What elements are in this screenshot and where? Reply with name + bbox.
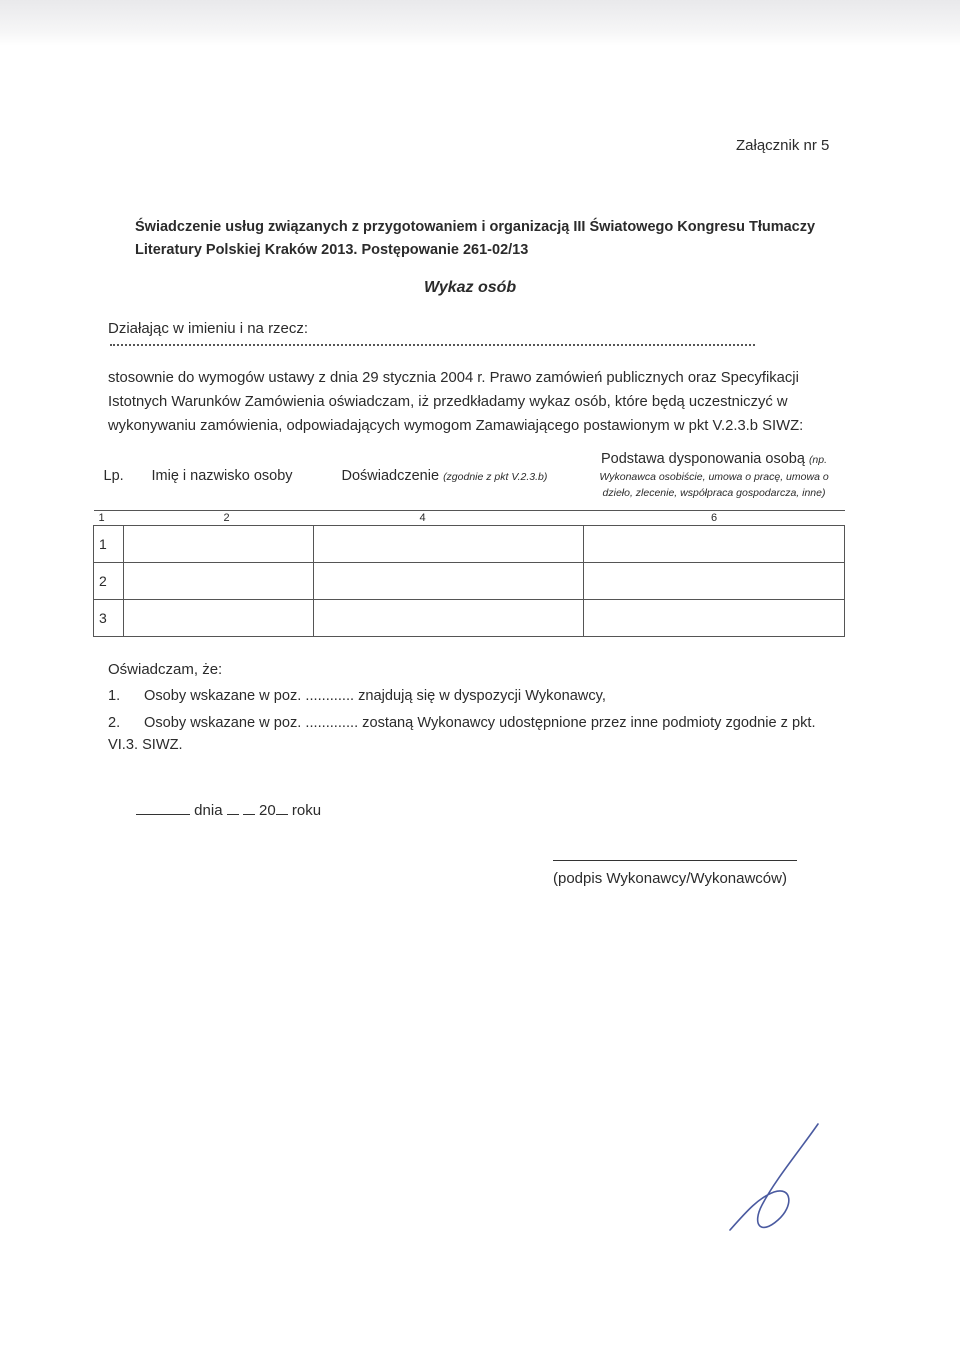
acting-for-label: Działając w imieniu i na rzecz: xyxy=(108,320,309,337)
column-number: 6 xyxy=(584,511,845,526)
date-year-prefix: 20 xyxy=(259,802,276,819)
title-line-1: Świadczenie usług związanych z przygotowaniem i organizacją III Światowego Kongresu Tłumaczy xyxy=(135,219,816,235)
table-row xyxy=(94,563,845,600)
date-roku: roku xyxy=(291,802,322,819)
document-title xyxy=(135,216,815,262)
paragraph-line: stosownie do wymogów ustawy z dnia 29 stycznia 2004 r. Prawo zamówień publicznych oraz Specyfikacji xyxy=(108,370,799,386)
item-text: Osoby wskazane w poz. ............ znajdują się w dyspozycji Wykonawcy, xyxy=(144,688,606,704)
document-subtitle: Wykaz osób xyxy=(424,279,517,296)
column-number: 1 xyxy=(94,511,124,526)
header-basis-note: Wykonawca osobiście, umowa o pracę, umowa o dzieło, zlecenie, współpraca gospodarcza, inne) xyxy=(599,471,829,499)
year-blank[interactable] xyxy=(276,800,288,815)
row-experience-cell[interactable] xyxy=(314,526,584,563)
row-lp: 3 xyxy=(94,600,124,637)
paragraph-line: Istotnych Warunków Zamówienia oświadczam, iż przedkładamy wykaz osób, które będą uczestniczyć w xyxy=(108,394,788,410)
header-experience-label: Doświadczenie xyxy=(341,468,440,484)
signature-label: (podpis Wykonawcy/Wykonawców) xyxy=(553,870,787,887)
place-blank[interactable] xyxy=(136,800,190,815)
statement-paragraph xyxy=(108,366,830,438)
date-line xyxy=(136,800,321,819)
row-basis-cell[interactable] xyxy=(584,600,845,637)
row-basis-cell[interactable] xyxy=(584,526,845,563)
annex-label: Załącznik nr 5 xyxy=(736,137,830,154)
signature-line xyxy=(553,860,797,861)
title-line-2: Literatury Polskiej Kraków 2013. Postępowanie 261-02/13 xyxy=(135,242,529,258)
header-basis-note-start: (np. xyxy=(808,454,828,466)
column-number: 2 xyxy=(124,511,314,526)
table-row xyxy=(94,600,845,637)
table-row xyxy=(94,526,845,563)
header-basis xyxy=(584,442,845,511)
dotted-fill-line xyxy=(110,344,755,346)
item-text: Osoby wskazane w poz. ............. zostaną Wykonawcy udostępnione przez inne podmioty zgodnie z pkt. VI.3. SIWZ. xyxy=(108,715,816,753)
table-header-row xyxy=(94,442,845,511)
date-dnia: dnia xyxy=(194,802,223,819)
row-name-cell[interactable] xyxy=(124,600,314,637)
header-lp: Lp. xyxy=(94,442,124,511)
row-name-cell[interactable] xyxy=(124,526,314,563)
declaration-item-2 xyxy=(108,712,838,756)
row-lp: 1 xyxy=(94,526,124,563)
month-blank[interactable] xyxy=(243,800,255,815)
row-experience-cell[interactable] xyxy=(314,563,584,600)
header-experience-note: (zgodnie z pkt V.2.3.b) xyxy=(443,471,548,483)
declaration-heading: Oświadczam, że: xyxy=(108,661,223,678)
item-number: 1. xyxy=(108,688,121,704)
column-numbers-row xyxy=(94,511,845,526)
handwritten-signature xyxy=(720,1120,830,1240)
persons-table xyxy=(93,442,845,637)
row-lp: 2 xyxy=(94,563,124,600)
row-basis-cell[interactable] xyxy=(584,563,845,600)
day-blank[interactable] xyxy=(227,800,239,815)
header-basis-label: Podstawa dysponowania osobą xyxy=(600,451,805,467)
row-experience-cell[interactable] xyxy=(314,600,584,637)
row-name-cell[interactable] xyxy=(124,563,314,600)
declaration-item-1 xyxy=(108,688,606,704)
header-name: Imię i nazwisko osoby xyxy=(124,442,314,511)
column-number: 4 xyxy=(314,511,584,526)
scan-edge xyxy=(0,0,960,46)
item-number: 2. xyxy=(108,715,121,731)
header-experience xyxy=(314,442,584,511)
paragraph-line: wykonywaniu zamówienia, odpowiadających wymogom Zamawiającego postawionym w pkt V.2.3.b SIWZ: xyxy=(108,418,804,434)
